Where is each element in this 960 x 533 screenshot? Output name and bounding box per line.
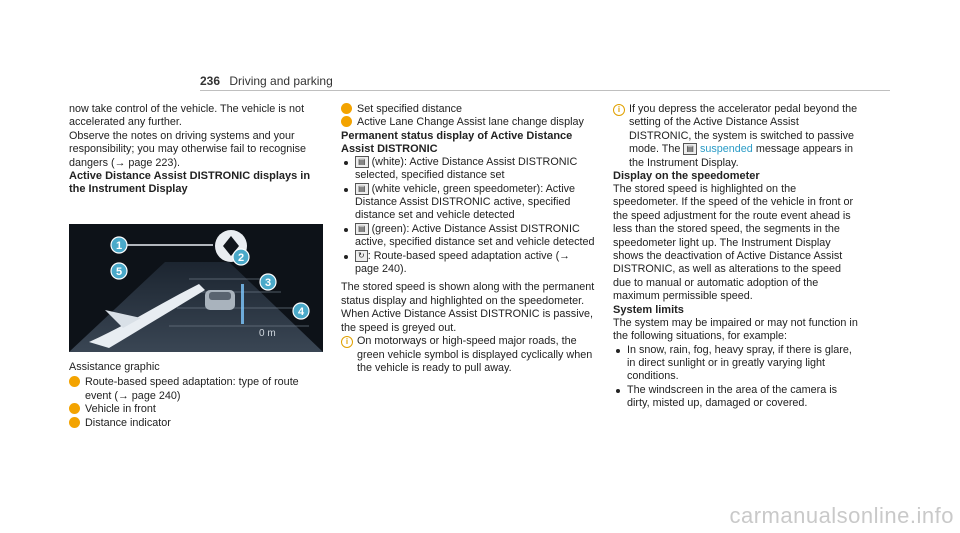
section-heading: Active Distance Assist DISTRONIC displays in the Instrument Display <box>69 170 311 196</box>
paragraph: The stored speed is highlighted on the speedometer. If the speed of the vehicle in front or the speed adjustment for the route event ahead is less than the stored speed, the segments in the speedometer light up. The Instrument Display shows the deactivation of Active Distance Assist DISTRONIC, as well as alterations to the speed due to manual or automatic adoption of the maximum permissible speed. <box>613 183 854 303</box>
section-heading: Permanent status display of Active Distance Assist DISTRONIC <box>341 129 573 155</box>
watermark: carmanualsonline.info <box>729 503 954 528</box>
figure-caption-block <box>64 361 324 430</box>
list-item: ↻ : Route-based speed adaptation active (→ page 240). <box>341 250 596 277</box>
assistance-graphic-svg <box>69 224 323 352</box>
list-item: ▤ (white): Active Distance Assist DISTRONIC selected, specified distance set <box>341 156 596 183</box>
paragraph: Observe the notes on driving systems and your responsibility; you may otherwise fail to recognise dangers (→ page 223). <box>69 129 307 169</box>
legend-item: 2 Vehicle in front <box>64 403 156 416</box>
info-icon: i <box>613 104 625 116</box>
assistance-graphic <box>69 224 323 352</box>
column-3 <box>613 103 858 411</box>
distance-indicator <box>241 284 244 324</box>
legend-item: 1 Route-based speed adaptation: type of route event (→ page 240) <box>64 376 299 402</box>
marker-3: 3 <box>264 277 272 289</box>
info-icon: i <box>341 336 353 348</box>
info-note: i If you depress the accelerator pedal beyond the setting of the Active Distance Assist DISTRONIC, the system is switched to passive mode. The ▤ suspended message appears in the Instrument Display. <box>613 103 858 170</box>
page-header <box>200 74 333 88</box>
header-rule <box>200 90 890 91</box>
route-speed-icon: ↻ <box>355 250 368 262</box>
distance-label: 0 m <box>259 328 276 339</box>
figure-caption: Assistance graphic <box>69 361 160 373</box>
distronic-white-icon: ▤ <box>355 156 369 168</box>
marker-4: 4 <box>297 306 305 318</box>
distronic-icon: ▤ <box>683 143 697 155</box>
list-item: The windscreen in the area of the camera is dirty, misted up, damaged or covered. <box>613 384 858 411</box>
page-number: 236 <box>200 74 221 88</box>
paragraph: now take control of the vehicle. The vehicle is not accelerated any further. <box>69 103 305 129</box>
legend-item: 3 Distance indicator <box>64 416 171 429</box>
info-note: i On motorways or high-speed major roads, the green vehicle symbol is displayed cyclically when the vehicle is ready to pull away. <box>341 335 596 375</box>
marker-5: 5 <box>115 266 123 278</box>
column-1 <box>69 103 324 196</box>
marker-2: 2 <box>237 252 245 264</box>
paragraph: The system may be impaired or may not function in the following situations, for example: <box>613 316 858 343</box>
list-item: In snow, rain, fog, heavy spray, if there is glare, in direct sunlight or in greatly varying light conditions. <box>613 344 858 384</box>
paragraph: The stored speed is shown along with the permanent status display and highlighted on the speedometer. When Active Distance Assist DISTRONIC is passive, the speed is greyed out. <box>341 281 595 334</box>
list-item: ▤ (green): Active Distance Assist DISTRONIC active, specified distance set and vehicle detected <box>341 223 596 250</box>
section-heading: Display on the speedometer <box>613 170 760 183</box>
section-title: Driving and parking <box>229 74 333 88</box>
list-item: ▤ (white vehicle, green speedometer): Active Distance Assist DISTRONIC active, specified distance set and vehicle detected <box>341 183 596 223</box>
marker-1: 1 <box>115 240 123 252</box>
legend-item: 5 Active Lane Change Assist lane change display <box>336 116 584 129</box>
section-heading: System limits <box>613 303 684 316</box>
legend-item: 4 Set specified distance <box>336 103 463 115</box>
distronic-green-icon: ▤ <box>355 223 369 235</box>
distronic-white-vehicle-icon: ▤ <box>355 183 369 195</box>
column-2 <box>336 103 596 375</box>
